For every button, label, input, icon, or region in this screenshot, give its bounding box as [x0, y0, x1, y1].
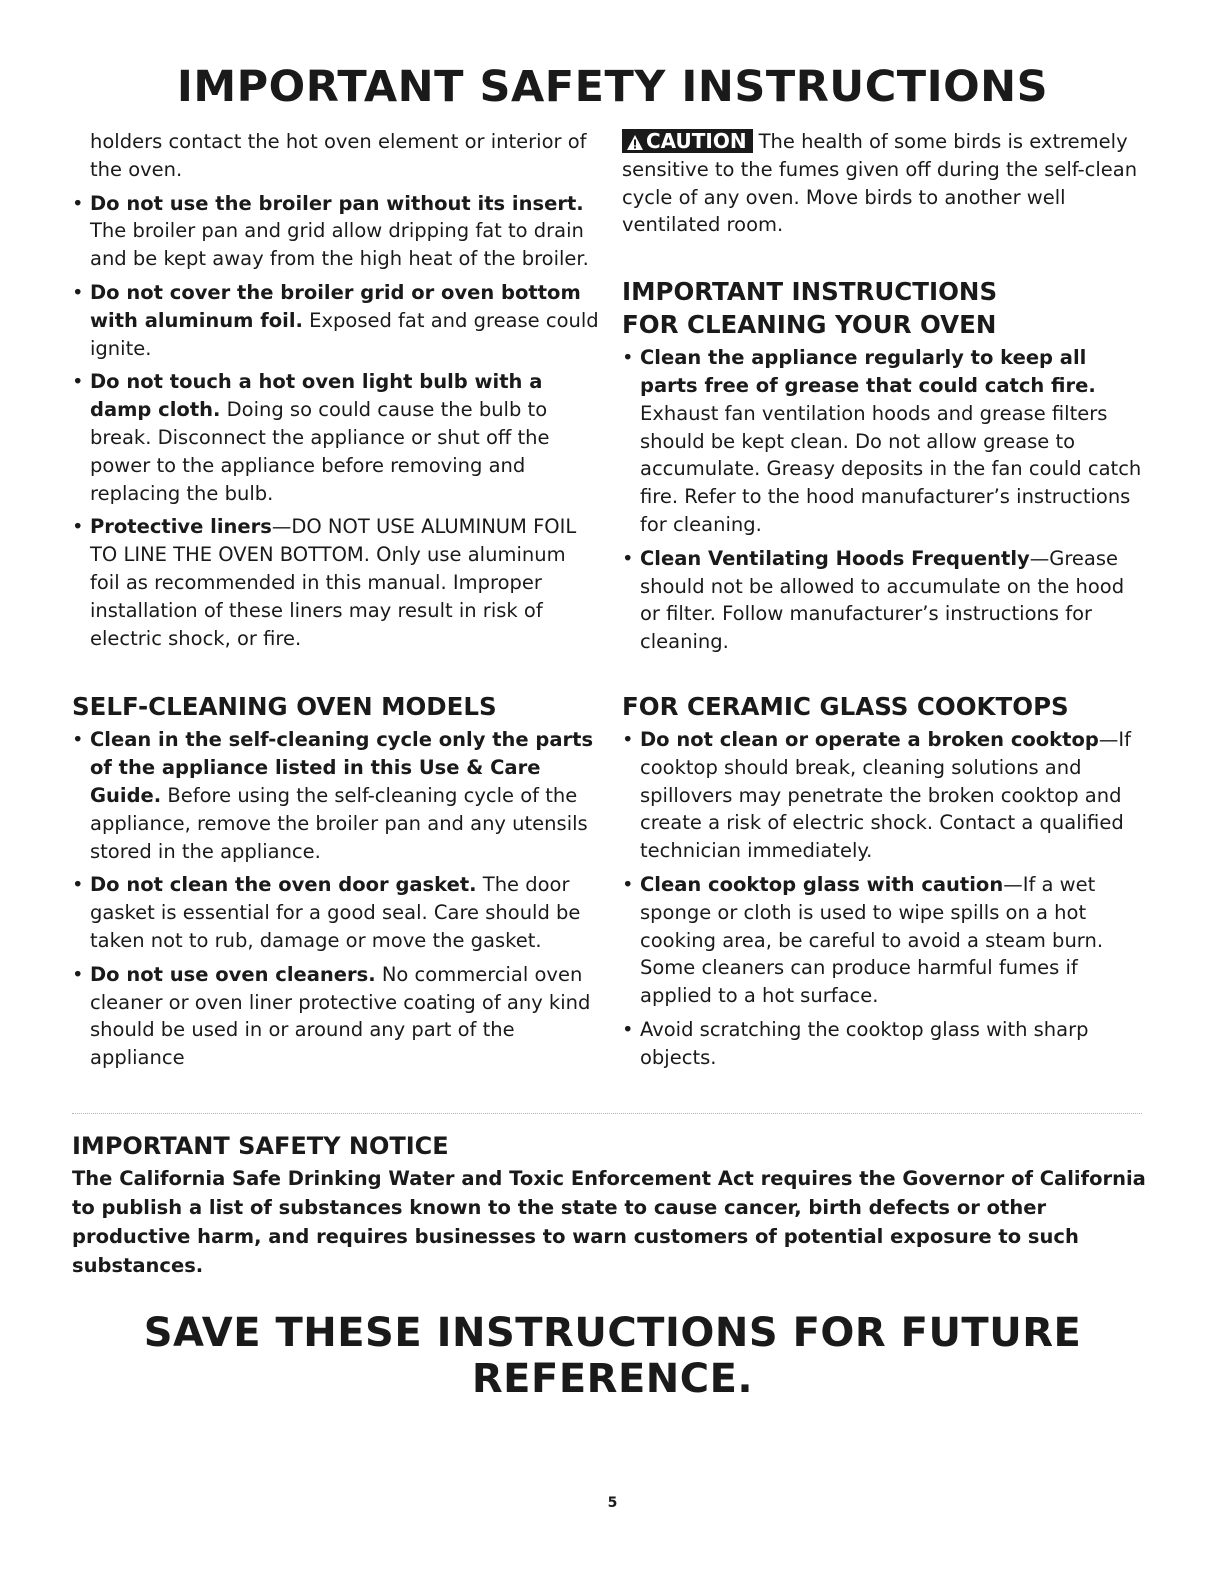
left-column — [72, 128, 600, 1078]
item-text: Exhaust fan ventilation hoods and grease filters should be kept clean. Do not allow grease to accumulate. Greasy deposits in the fan could catch fire. Refer to the hood manufacturer’s instructions for cleaning. — [640, 401, 1142, 536]
item-text: Exposed fat and grease could ignite. — [90, 308, 599, 360]
item-lead: Protective liners — [90, 515, 272, 539]
item-lead: Clean cooktop glass with caution — [640, 872, 1004, 896]
item-text: Avoid scratching the cooktop glass with sharp objects. — [640, 1017, 1089, 1069]
warning-triangle-icon — [626, 134, 644, 151]
section-heading-self-cleaning: SELF-CLEANING OVEN MODELS — [72, 692, 497, 722]
list-item-ventilating-hoods — [622, 545, 1150, 656]
list-item-door-gasket — [72, 871, 600, 954]
item-lead: Do not touch a hot oven light bulb with a damp cloth. — [90, 370, 543, 422]
list-item-cooktop-caution — [622, 871, 1150, 1010]
list-item-avoid-scratching — [622, 1016, 1150, 1072]
item-lead: Do not use oven cleaners. — [90, 962, 376, 986]
caution-text: The health of some birds is extremely sensitive to the fumes given off during the self-clean cycle of any oven. Move birds to another well ventilated room. — [622, 130, 1138, 237]
notice-heading: IMPORTANT SAFETY NOTICE — [72, 1132, 449, 1160]
list-item-broken-cooktop — [622, 726, 1150, 865]
list-item-protective-liners — [72, 513, 600, 652]
list-item-aluminum-foil — [72, 279, 600, 362]
item-text: —If a wet sponge or cloth is used to wipe spills on a hot cooking area, be careful to avoid a steam burn. Some cleaners can produce harmful fumes if applied to a hot surface. — [640, 872, 1104, 1008]
notice-body: The California Safe Drinking Water and Toxic Enforcement Act requires the Governor of California to publish a list of substances known to the state to cause cancer, birth defects or other productive harm, and requires businesses to warn customers of potential exposure to such substances. — [72, 1167, 1146, 1277]
item-lead: Clean in the self-cleaning cycle only the parts of the appliance listed in this Use & Care Guide. — [90, 728, 594, 807]
caution-paragraph — [622, 128, 1150, 239]
list-item-light-bulb — [72, 368, 600, 507]
section-heading-cleaning-oven: IMPORTANT INSTRUCTIONS FOR CLEANING YOUR OVEN — [622, 277, 998, 340]
caution-label: CAUTION — [646, 129, 747, 153]
item-lead: Do not clean the oven door gasket. — [90, 873, 477, 897]
item-lead: Do not cover the broiler grid or oven bottom with aluminum foil. — [90, 280, 581, 332]
list-item-self-clean-parts — [72, 726, 600, 865]
item-text: Doing so could cause the bulb to break. Disconnect the appliance or shut off the power to the appliance before removing and replacing the bulb. — [90, 398, 550, 505]
item-text: No commercial oven cleaner or oven liner protective coating of any kind should be used in or around any part of the appliance — [90, 962, 591, 1070]
footer-banner: SAVE THESE INSTRUCTIONS FOR FUTURE REFERENCE. — [143, 1310, 1082, 1402]
item-lead: Clean Ventilating Hoods Frequently — [640, 546, 1030, 570]
page-title: IMPORTANT SAFETY INSTRUCTIONS — [176, 62, 1049, 112]
item-lead: Clean the appliance regularly to keep all parts free of grease that could catch fire. — [640, 346, 1096, 397]
section-heading-ceramic-glass: FOR CERAMIC GLASS COOKTOPS — [622, 691, 1069, 721]
item-text: —If cooktop should break, cleaning solutions and spillovers may penetrate the broken cooktop and create a risk of electric shock. Contact a qualified technician immediately. — [640, 727, 1131, 863]
section-divider — [72, 1113, 1142, 1114]
caution-badge — [622, 129, 753, 153]
safety-notice — [72, 1130, 1150, 1280]
item-lead: Do not use the broiler pan without its insert. — [90, 191, 584, 215]
list-item-oven-cleaners — [72, 961, 600, 1072]
item-text: Before using the self-cleaning cycle of the appliance, remove the broiler pan and any utensils stored in the appliance. — [90, 783, 588, 863]
list-item-clean-regularly — [622, 344, 1150, 539]
item-lead: Do not clean or operate a broken cooktop — [640, 727, 1099, 751]
item-text: The broiler pan and grid allow dripping fat to drain and be kept away from the high heat of the broiler. — [90, 219, 589, 271]
continuation-text: holders contact the hot oven element or interior of the oven. — [90, 130, 587, 181]
item-text: —DO NOT USE ALUMINUM FOIL TO LINE THE OVEN BOTTOM. Only use aluminum foil as recommended in this manual. Improper installation of these liners may result in risk of electric shock, or fire. — [90, 515, 577, 650]
page-number: 5 — [607, 1495, 618, 1511]
right-column — [622, 128, 1150, 1078]
list-item-broiler-insert — [72, 190, 600, 273]
item-text: —Grease should not be allowed to accumulate on the hood or filter. Follow manufacturer’s instructions for cleaning. — [640, 546, 1125, 654]
item-text: The door gasket is essential for a good seal. Care should be taken not to rub, damage or move the gasket. — [90, 873, 581, 952]
